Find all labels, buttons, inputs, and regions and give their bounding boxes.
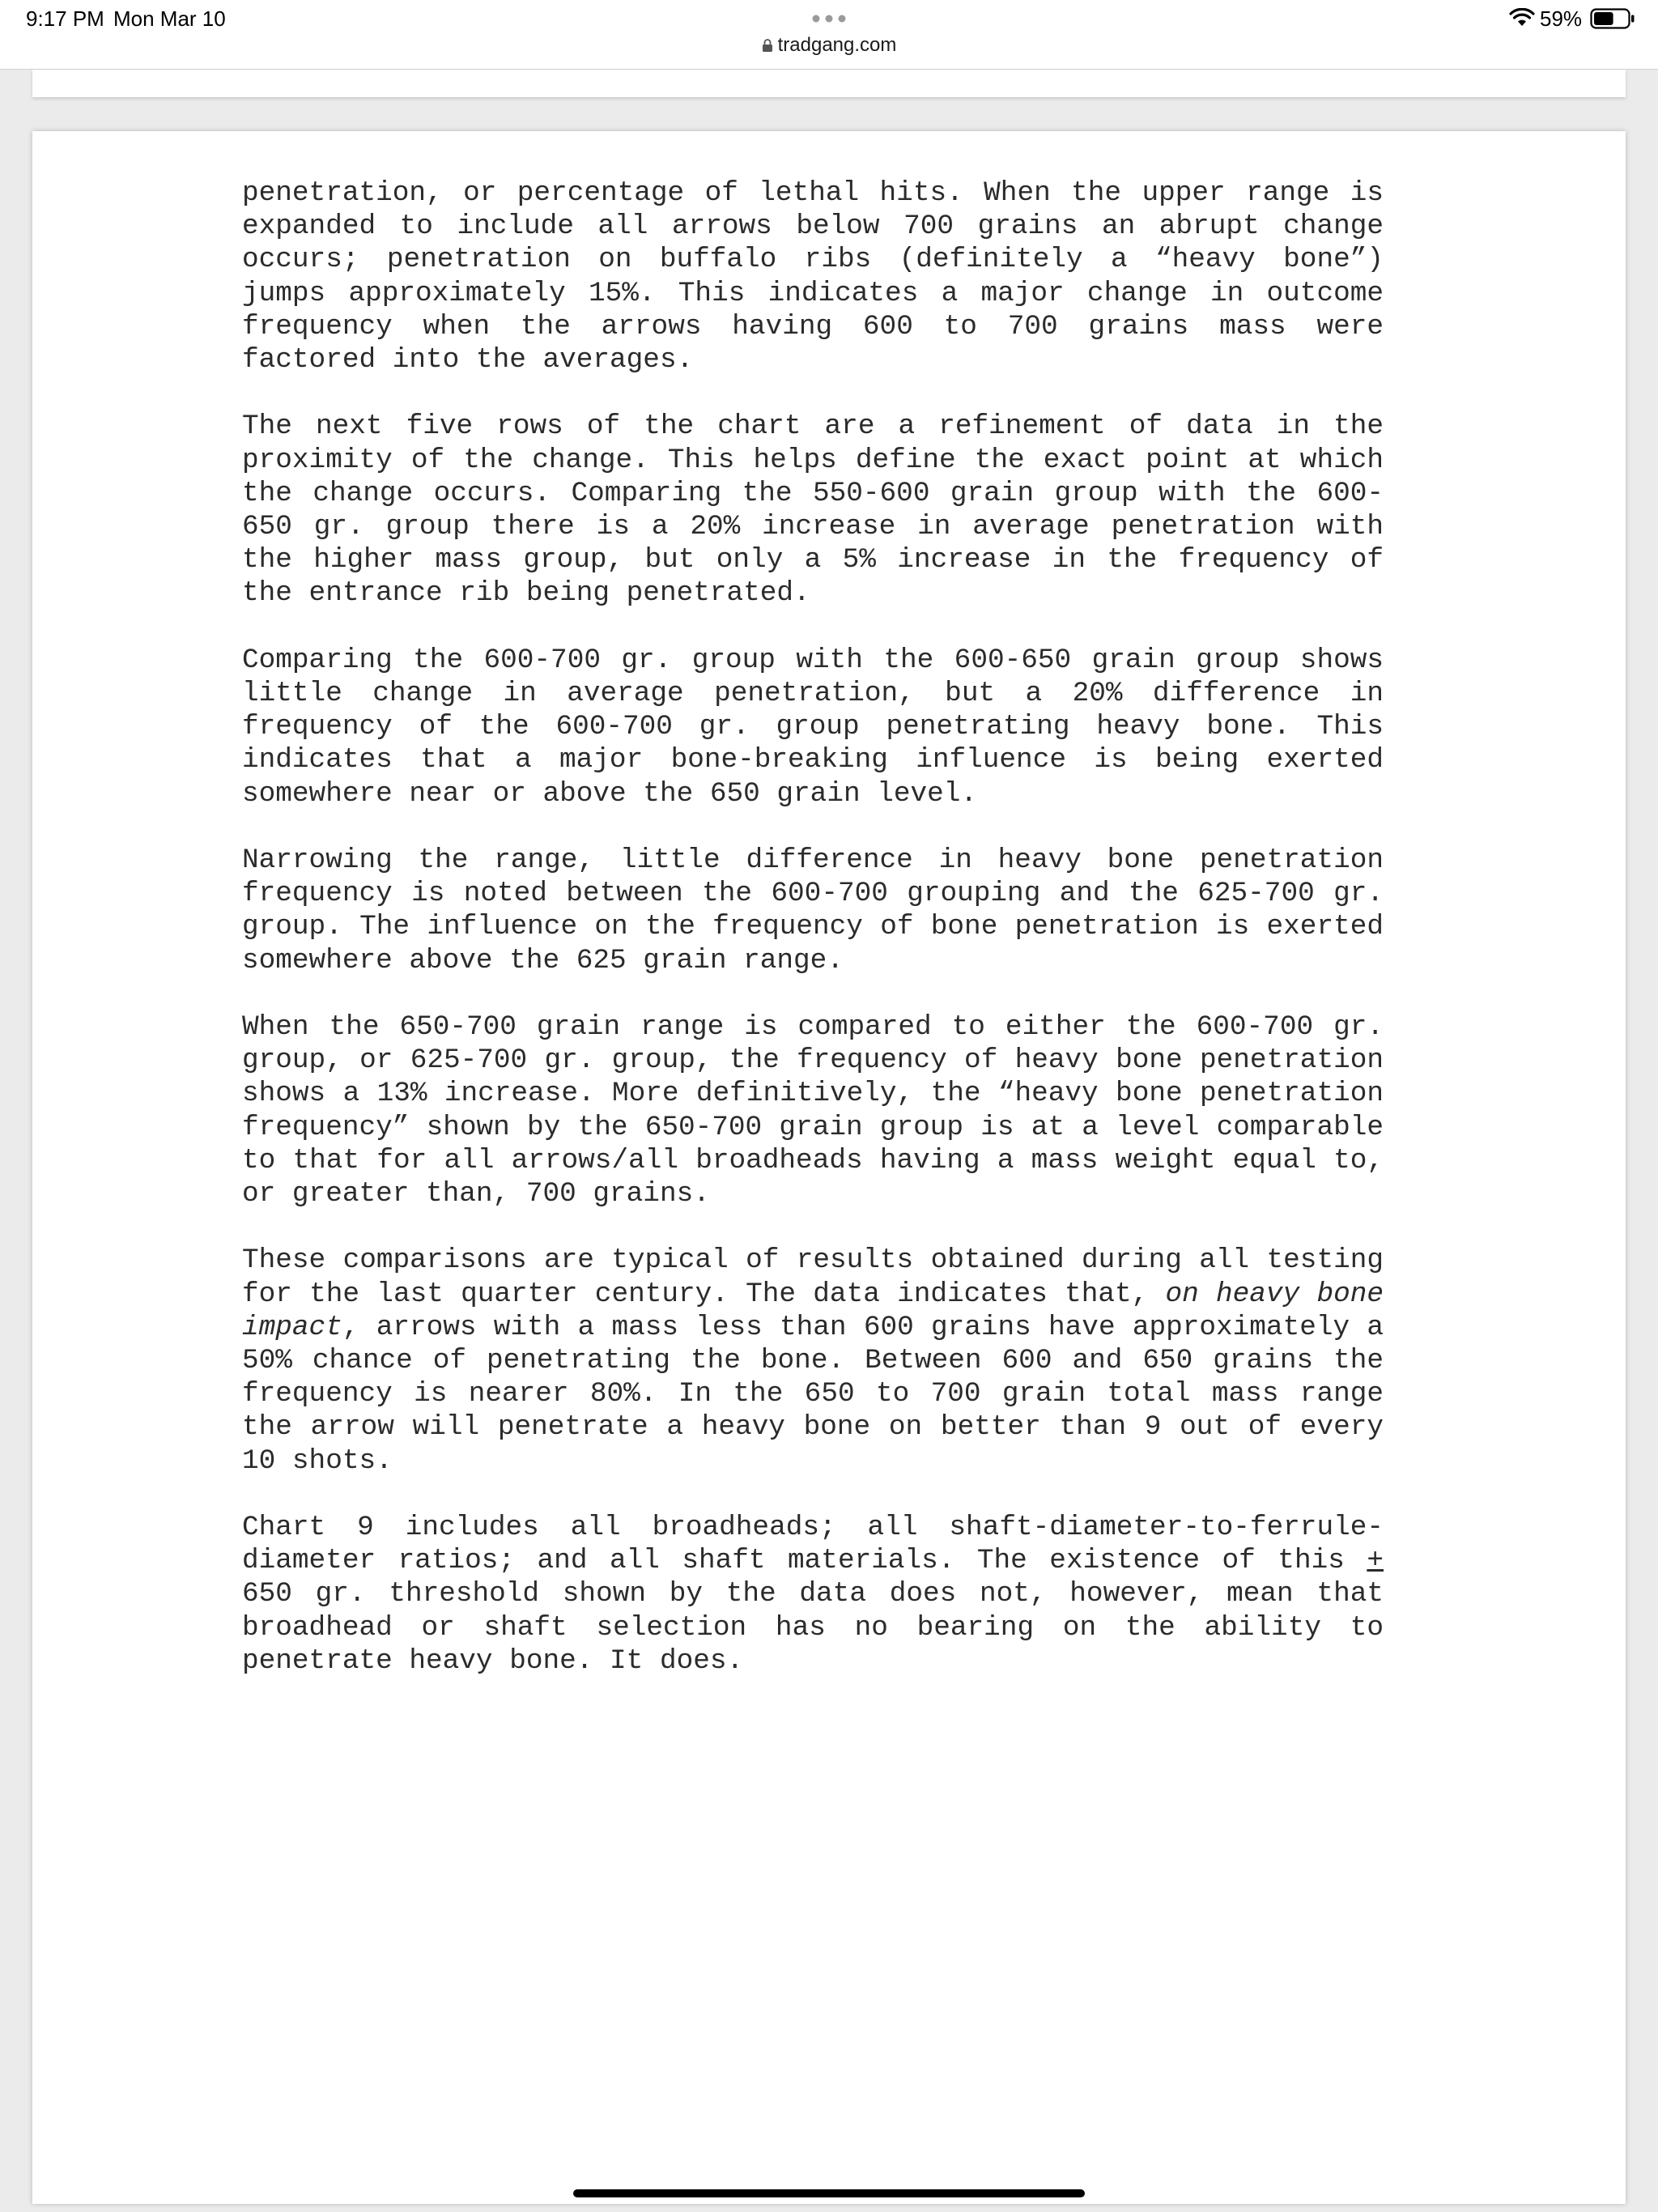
status-date: Mon Mar 10	[113, 6, 226, 31]
wifi-icon	[1509, 8, 1535, 28]
paragraph-6	[242, 1244, 1384, 1477]
home-indicator[interactable]	[573, 2189, 1085, 2197]
battery-level-fill	[1594, 12, 1613, 25]
address-bar[interactable]	[0, 34, 1658, 57]
paragraph-7-end: 650 gr. threshold shown by the data does not, however, mean that broadhead or shaft selection has no bearing on the ability to penetrate heavy bone. It does.	[242, 1578, 1384, 1677]
previous-page-edge	[32, 70, 1626, 97]
plus-minus-sign: +	[1367, 1545, 1384, 1577]
paragraph-4: Narrowing the range, little difference in heavy bone penetration frequency is noted between the 600-700 grouping and the 625-700 gr. group. The influence on the frequency of bone penetration is exerted somewhere above the 625 grain range.	[242, 844, 1384, 976]
paragraph-6-start: These comparisons are typical of results obtained during all testing for the last quarter century. The data indicates that,	[242, 1244, 1384, 1310]
battery-percent: 59%	[1540, 6, 1583, 31]
paragraph-6-end: , arrows with a mass less than 600 grains have approximately a 50% chance of penetrating the bone. Between 600 and 650 grains the frequency is nearer 80%. In the 650 to 700 grain total mass range the arrow will penetrate a heavy bone on better than 9 out of every 10 shots.	[242, 1311, 1384, 1477]
document-text	[242, 177, 1384, 1711]
lock-icon	[762, 38, 773, 53]
paragraph-6-emphasis: on heavy bone impact	[242, 1278, 1384, 1343]
paragraph-7-start: Chart 9 includes all broadheads; all shaft-diameter-to-ferrule-diameter ratios; and all shaft materials. The existence of this	[242, 1512, 1384, 1577]
status-bar	[0, 0, 1658, 70]
paragraph-1: penetration, or percentage of lethal hits. When the upper range is expanded to include all arrows below 700 grains an abrupt change occurs; penetration on buffalo ribs (definitely a “heavy bone”) jumps approximately 15%. This indicates a major change in outcome frequency when the arrows having 600 to 700 grains mass were factored into the averages.	[242, 177, 1384, 376]
url-text: tradgang.com	[777, 34, 897, 56]
more-dots-icon[interactable]	[810, 14, 848, 23]
status-time: 9:17 PM	[26, 6, 104, 31]
paragraph-5: When the 650-700 grain range is compared to either the 600-700 gr. group, or 625-700 gr. group, the frequency of heavy bone penetration shows a 13% increase. More definitively, the “heavy bone penetration frequency” shown by the 650-700 grain group is at a level comparable to that for all arrows/all broadheads having a mass weight equal to, or greater than, 700 grains.	[242, 1011, 1384, 1210]
paragraph-3: Comparing the 600-700 gr. group with the 600-650 grain group shows little change in average penetration, but a 20% difference in frequency of the 600-700 gr. group penetrating heavy bone. This indicates that a major bone-breaking influence is being exerted somewhere near or above the 650 grain level.	[242, 644, 1384, 810]
paragraph-2: The next five rows of the chart are a refinement of data in the proximity of the change. This helps define the exact point at which the change occurs. Comparing the 550-600 grain group with the 600-650 gr. group there is a 20% increase in average penetration with the higher mass group, but only a 5% increase in the frequency of the entrance rib being penetrated.	[242, 410, 1384, 610]
paragraph-7	[242, 1511, 1384, 1678]
battery-icon	[1590, 8, 1635, 29]
